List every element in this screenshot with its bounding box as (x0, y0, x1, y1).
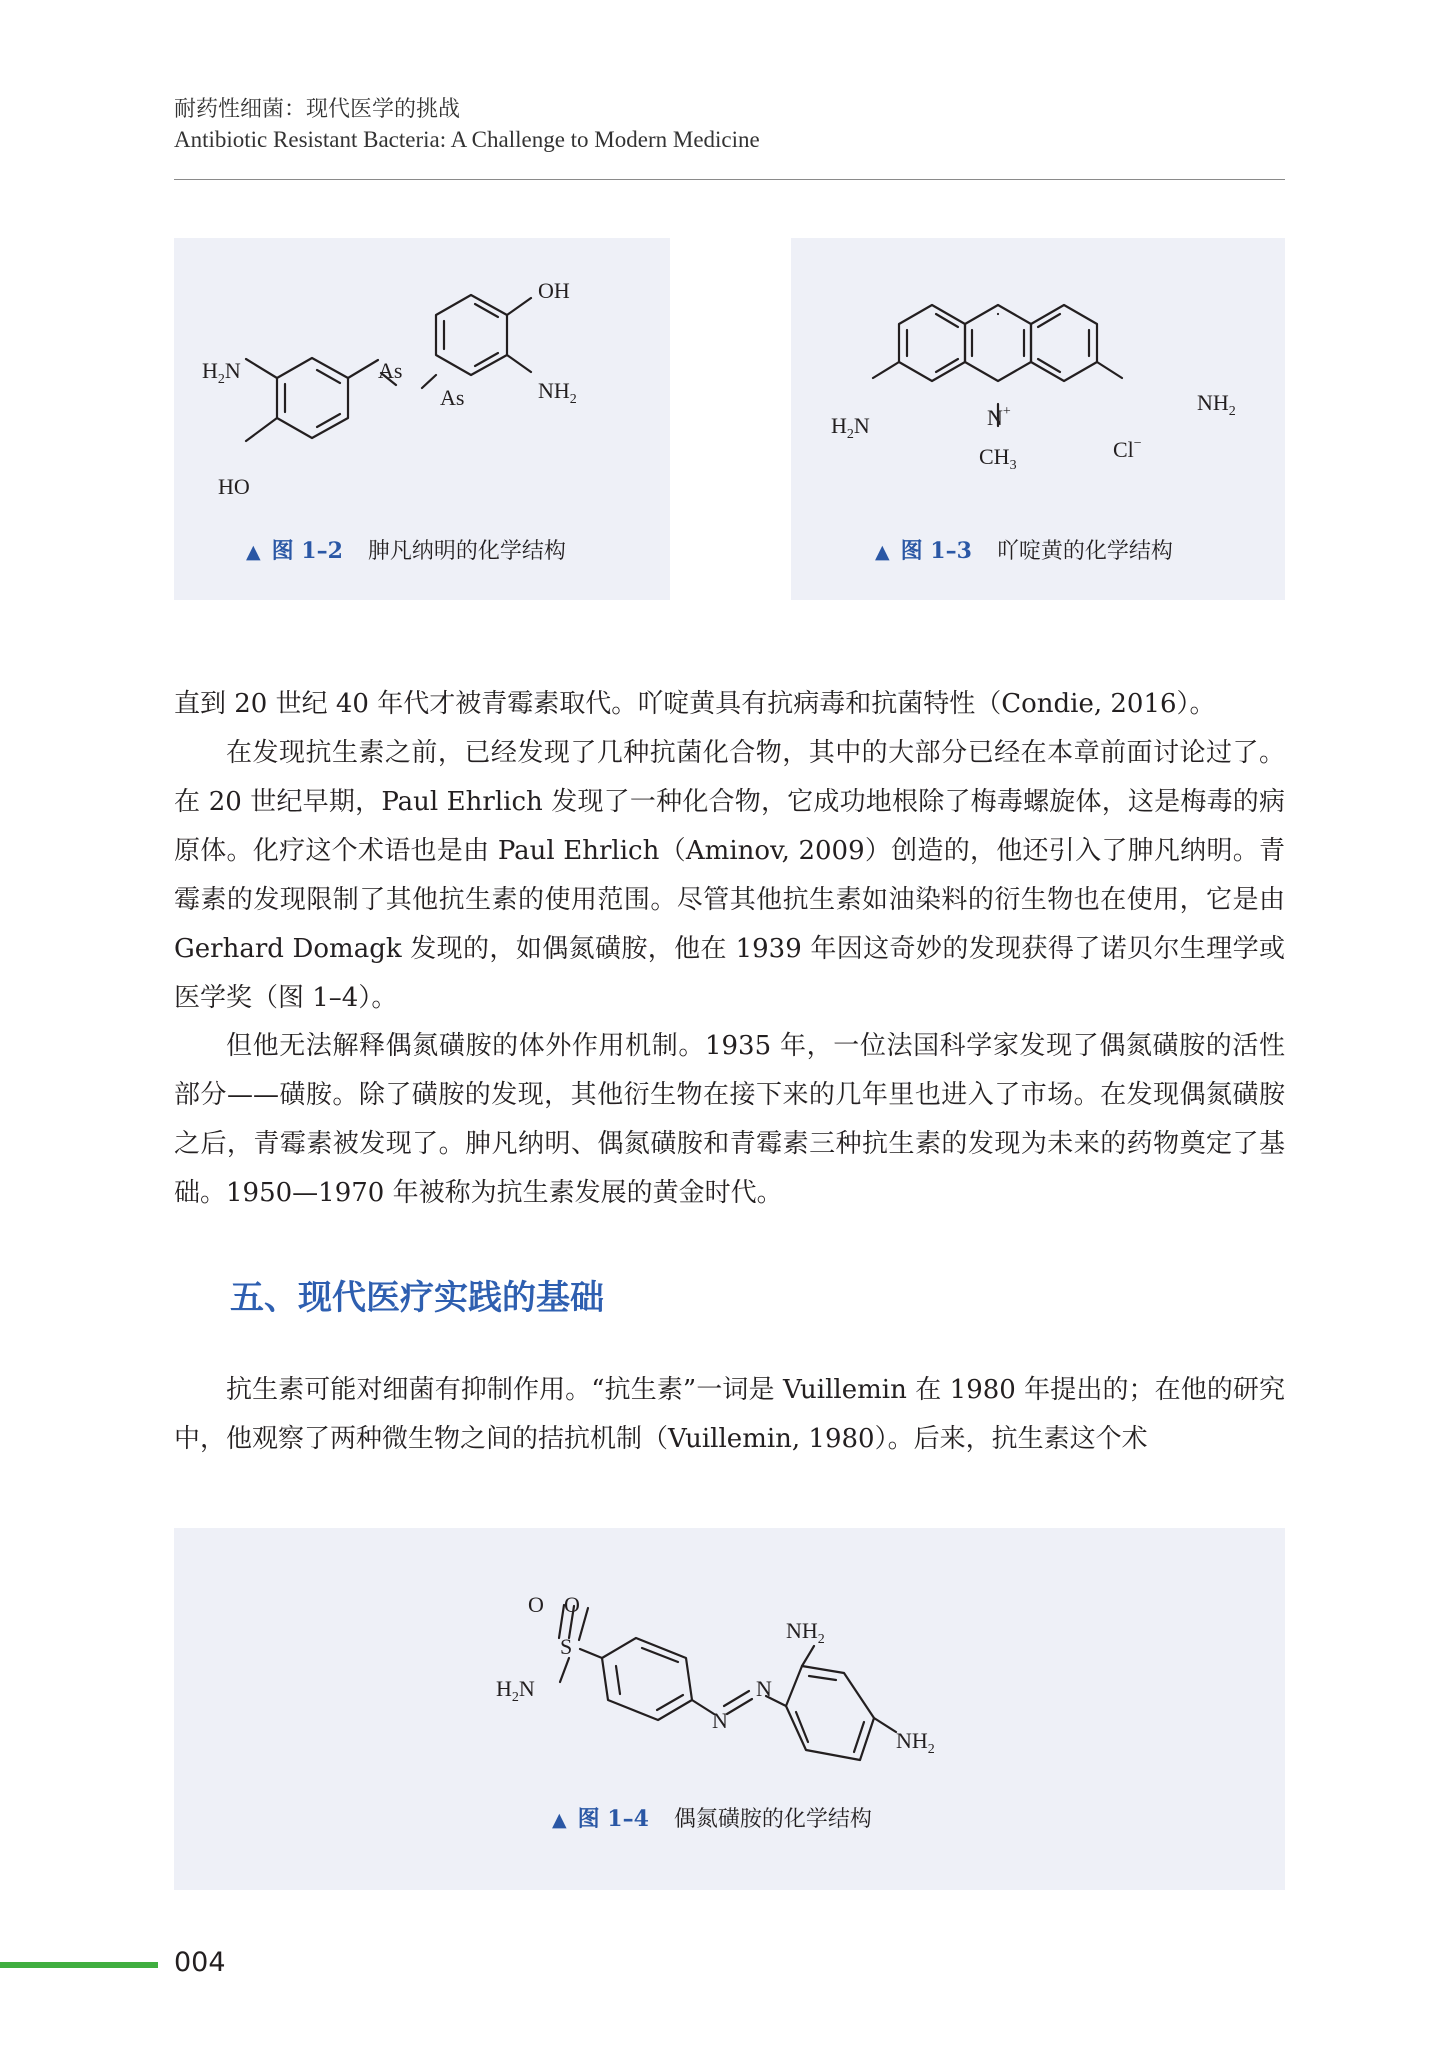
figure-1-4 (174, 1528, 1285, 1890)
nitrogen-cation-label: N+ (987, 404, 1011, 430)
triangle-icon: ▲ (552, 1809, 567, 1831)
amine-label-bottom: $NH_2$ (896, 1728, 935, 1757)
triangle-icon: ▲ (246, 541, 261, 563)
left-benzene-ring (277, 358, 348, 438)
running-header-english: Antibiotic Resistant Bacteria: A Challenge to Modern Medicine (174, 127, 760, 152)
chloride-label: Cl− (1113, 436, 1142, 462)
figure-1-3-caption (875, 534, 1173, 565)
paragraph-1: 直到 20 世纪 40 年代才被青霉素取代。吖啶黄具有抗病毒和抗菌特性（Condie, 2016）。 (174, 689, 1216, 719)
figure-1-3 (791, 238, 1285, 600)
azo-nitrogen-label-2: N (756, 1676, 772, 1701)
running-header-chinese: 耐药性细菌：现代医学的挑战 (174, 97, 461, 122)
figure-1-2 (174, 238, 670, 600)
figure-number: 图 1–3 (900, 538, 972, 564)
paragraph-2: 在发现抗生素之前，已经发现了几种抗菌化合物，其中的大部分已经在本章前面讨论过了。在 20 世纪早期，Paul Ehrlich 发现了一种化合物，它成功地根除了梅毒螺旋体，这是梅毒的病原体。化疗这个术语也是由 Paul Ehrlich（Aminov, 2009）创造的，他还引入了胂凡纳明。青霉素的发现限制了其他抗生素的使用范围。尽管其他抗生素如油染料的衍生物也在使用，它是由 Gerhard Domagk 发现的，如偶氮磺胺，他在 1939 年因这奇妙的发现获得了诺贝尔生理学或医学奖（图 1–4）。 (174, 738, 1285, 1013)
acridine-right-ring (1031, 305, 1097, 381)
sulfur-label: S (560, 1634, 573, 1659)
arsenic-label-2: As (440, 385, 465, 410)
figure-caption-text: 胂凡纳明的化学结构 (367, 539, 566, 564)
prontosil-structure-diagram (174, 1528, 1285, 1890)
page-number: 004 (174, 1947, 226, 1978)
amino-label-right: $NH_2$ (1197, 390, 1236, 419)
figure-number: 图 1–4 (577, 1806, 649, 1832)
footer-accent-bar (0, 1962, 158, 1968)
hydroxyl-label-right: OH (538, 278, 570, 303)
oxygen-label-1: O (528, 1592, 544, 1617)
triangle-icon: ▲ (875, 541, 890, 563)
amino-label: $H_2N$ (202, 358, 241, 387)
arsenic-label-1: As (378, 358, 403, 383)
paragraph-4: 抗生素可能对细菌有抑制作用。“抗生素”一词是 Vuillemin 在 1980 年提出的；在他的研究中，他观察了两种微生物之间的拮抗机制（Vuillemin, 1980）。后来，抗生素这个术 (174, 1375, 1285, 1454)
amine-label-top: $NH_2$ (786, 1618, 825, 1647)
amine-label-right: $NH_2$ (538, 378, 577, 407)
acridine-left-ring (899, 305, 965, 381)
header-divider (174, 179, 1285, 180)
right-benzene-ring (436, 295, 507, 375)
oxygen-label-2: O (564, 1592, 580, 1617)
figure-caption-text: 吖啶黄的化学结构 (996, 539, 1173, 564)
figure-1-2-caption (246, 534, 566, 565)
acridine-center-ring (965, 305, 1031, 381)
figure-number: 图 1–2 (271, 538, 343, 564)
azo-nitrogen-label-1: N (712, 1708, 728, 1733)
section-heading: 五、现代医疗实践的基础 (230, 1278, 604, 1318)
paragraph-3: 但他无法解释偶氮磺胺的体外作用机制。1935 年，一位法国科学家发现了偶氮磺胺的活性部分——磺胺。除了磺胺的发现，其他衍生物在接下来的几年里也进入了市场。在发现偶氮磺胺之后，青霉素被发现了。胂凡纳明、偶氮磺胺和青霉素三种抗生素的发现为未来的药物奠定了基础。1950—1970 年被称为抗生素发展的黄金时代。 (174, 1031, 1285, 1208)
amino-label-left: $H_2N$ (831, 413, 870, 442)
figure-1-4-caption (552, 1802, 872, 1833)
figure-caption-text: 偶氮磺胺的化学结构 (673, 1807, 872, 1832)
methyl-label: $CH_3$ (979, 444, 1017, 473)
hydroxyl-label-left: HO (218, 474, 250, 499)
sulfonamide-amine-label: $H_2N$ (496, 1676, 535, 1705)
